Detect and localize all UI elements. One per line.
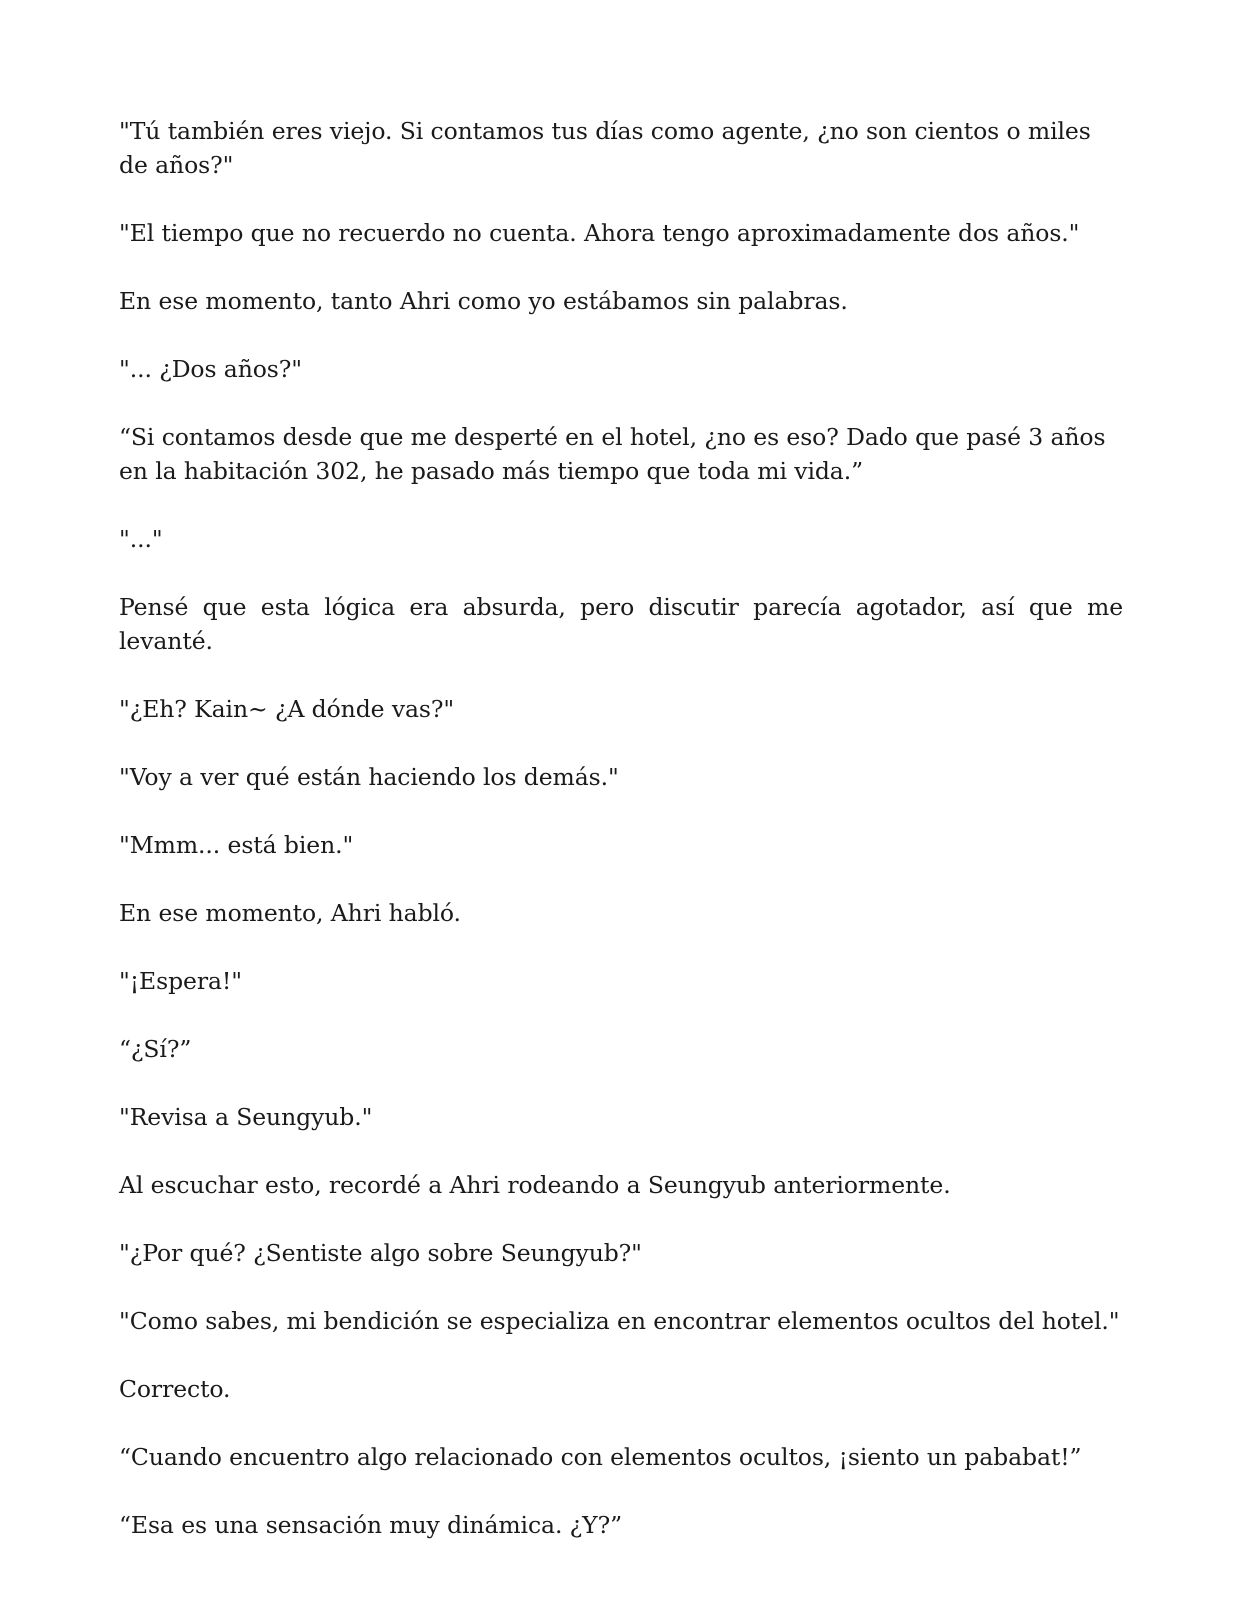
paragraph: Pensé que esta lógica era absurda, pero discutir parecía agotador, así que me levanté. xyxy=(119,593,1123,655)
paragraph: "Voy a ver qué están haciendo los demás." xyxy=(119,763,619,791)
paragraph: En ese momento, tanto Ahri como yo estábamos sin palabras. xyxy=(119,287,848,315)
paragraph: "... ¿Dos años?" xyxy=(119,355,302,383)
paragraph: "Tú también eres viejo. Si contamos tus días como agente, ¿no son cientos o miles de años?" xyxy=(119,117,1091,179)
paragraph: “Cuando encuentro algo relacionado con elementos ocultos, ¡siento un pababat!” xyxy=(119,1443,1082,1471)
paragraph: "Mmm... está bien." xyxy=(119,831,354,859)
paragraph: Al escuchar esto, recordé a Ahri rodeando a Seungyub anteriormente. xyxy=(119,1171,951,1199)
paragraph: "¿Por qué? ¿Sentiste algo sobre Seungyub?" xyxy=(119,1239,642,1267)
paragraph: “¿Sí?” xyxy=(119,1035,192,1063)
paragraph: En ese momento, Ahri habló. xyxy=(119,899,461,927)
paragraph: "El tiempo que no recuerdo no cuenta. Ahora tengo aproximadamente dos años." xyxy=(119,219,1080,247)
paragraph: "¡Espera!" xyxy=(119,967,242,995)
paragraph: "..." xyxy=(119,525,163,553)
paragraph: "Revisa a Seungyub." xyxy=(119,1103,373,1131)
paragraph: "¿Eh? Kain~ ¿A dónde vas?" xyxy=(119,695,455,723)
document-page xyxy=(119,114,1123,1576)
paragraph: “Si contamos desde que me desperté en el hotel, ¿no es eso? Dado que pasé 3 años en la habitación 302, he pasado más tiempo que toda mi vida.” xyxy=(119,423,1106,485)
paragraph: “Esa es una sensación muy dinámica. ¿Y?” xyxy=(119,1511,623,1539)
paragraph: "Como sabes, mi bendición se especializa en encontrar elementos ocultos del hotel." xyxy=(119,1307,1120,1335)
paragraph: Correcto. xyxy=(119,1375,231,1403)
